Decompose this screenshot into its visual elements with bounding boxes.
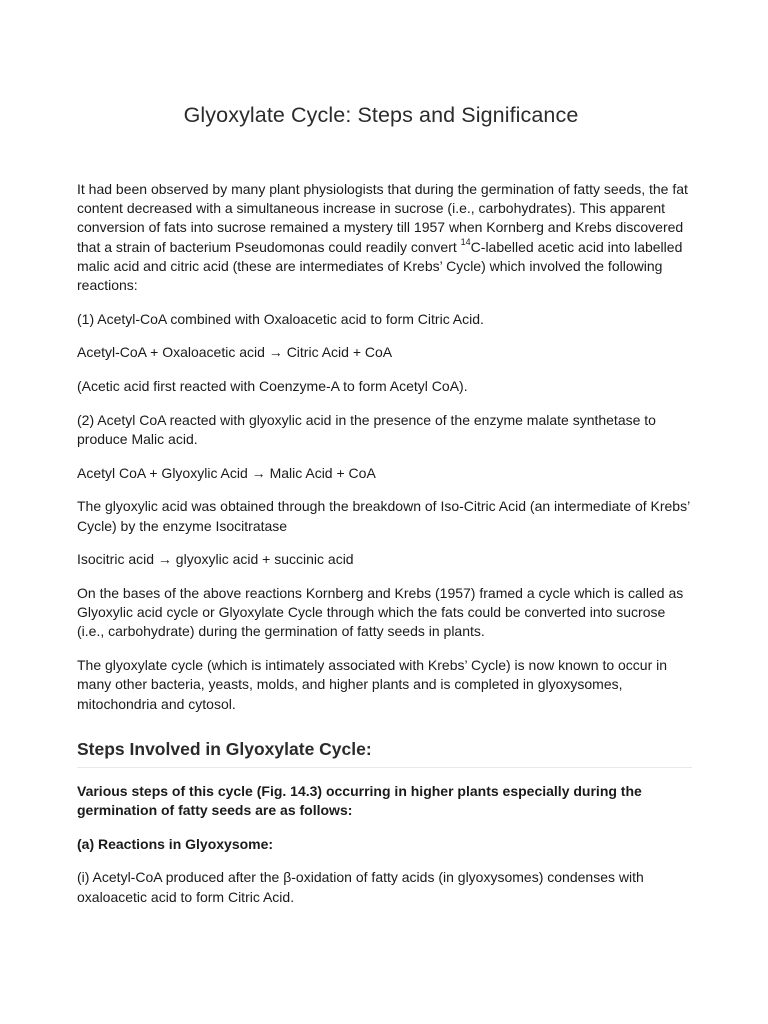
occurrence-paragraph: The glyoxylate cycle (which is intimately associated with Krebs’ Cycle) is now known to occur in many other bacteria, yeasts, molds, and higher plants and is completed in glyoxysomes, mitochondria and cytosol. (77, 657, 668, 712)
reaction-2-description: (2) Acetyl CoA reacted with glyoxylic acid in the presence of the enzyme malate synthetase to produce Malic acid. (77, 411, 656, 448)
intro-text-end: C-labelled acetic acid into labelled malic acid and citric acid (these are intermediates of Krebs’ Cycle) which involved the following reactions: (77, 238, 683, 294)
article-body (77, 180, 692, 921)
reaction-1-note: (Acetic acid first reacted with Coenzyme-A to form Acetyl CoA). (77, 378, 468, 395)
reaction-1-description: (1) Acetyl-CoA combined with Oxaloacetic acid to form Citric Acid. (77, 310, 484, 327)
intro-text-start: It had been observed by many plant physiologists that during the germination of fatty seeds, the fat content decreased with a simultaneous increase in sucrose (i.e., carbohydrates). This apparent conversion of fats into sucrose remained a mystery till 1957 when Kornberg and Krebs discovered that a strain of bacterium Pseudomonas could readily convert (77, 181, 688, 255)
cycle-framing-paragraph: On the bases of the above reactions Kornberg and Krebs (1957) framed a cycle which is called as Glyoxylic acid cycle or Glyoxylate Cycle through which the fats could be converted into sucrose (i.e., carbohydrate) during the germination of fatty seeds in plants. (77, 585, 684, 640)
glyoxysome-subheading: (a) Reactions in Glyoxysome: (77, 835, 274, 852)
glyoxylic-acid-source: The glyoxylic acid was obtained through the breakdown of Iso-Citric Acid (an intermediate of Krebs’ Cycle) by the enzyme Isocitratase (77, 498, 690, 534)
steps-section-heading: Steps Involved in Glyoxylate Cycle: (77, 738, 692, 768)
reaction-1-equation: Acetyl-CoA + Oxaloacetic acid → Citric Acid + CoA (77, 344, 393, 361)
step-i-paragraph: (i) Acetyl-CoA produced after the β-oxidation of fatty acids (in glyoxysomes) condenses with oxaloacetic acid to form Citric Acid. (77, 869, 644, 905)
steps-intro: Various steps of this cycle (Fig. 14.3) occurring in higher plants especially during the germination of fatty seeds are as follows: (77, 782, 642, 818)
reaction-2-equation: Acetyl CoA + Glyoxylic Acid → Malic Acid + CoA (77, 464, 376, 481)
isotope-superscript: 14 (460, 236, 471, 247)
isocitrate-equation: Isocitric acid → glyoxylic acid + succinic acid (77, 551, 354, 568)
intro-paragraph (77, 180, 692, 295)
page-title: Glyoxylate Cycle: Steps and Significance (183, 103, 579, 127)
